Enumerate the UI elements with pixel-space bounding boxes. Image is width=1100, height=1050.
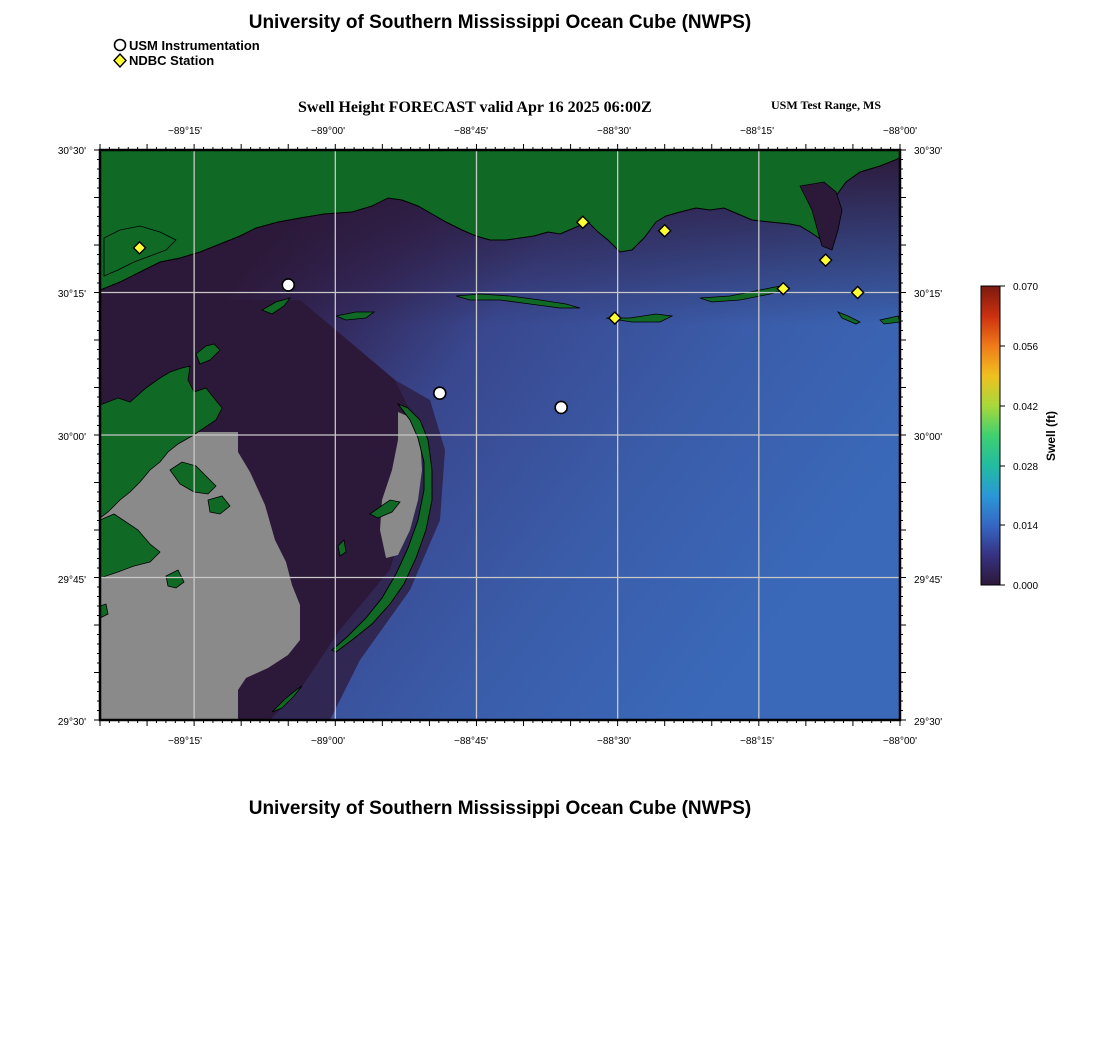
colorbar-tick-label: 0.028 <box>1013 462 1039 473</box>
legend-label-ndbc: NDBC Station <box>129 53 215 68</box>
lon-label: −88°00' <box>883 126 917 137</box>
lon-labels-top <box>168 126 917 137</box>
region-label: USM Test Range, MS <box>771 98 882 112</box>
lat-label: 29°45' <box>57 575 86 586</box>
legend-label-usm: USM Instrumentation <box>129 38 260 53</box>
colorbar-tick-label: 0.070 <box>1013 282 1039 293</box>
lon-label: −88°45' <box>454 126 488 137</box>
page-title: University of Southern Mississippi Ocean Cube (NWPS) <box>248 12 752 33</box>
lon-label: −89°15' <box>168 126 202 137</box>
colorbar-tick-label: 0.014 <box>1013 521 1039 532</box>
lon-label: −88°00' <box>883 736 917 747</box>
lon-label: −88°30' <box>597 736 631 747</box>
colorbar-title: Swell (ft) <box>1044 411 1058 461</box>
lat-label: 29°45' <box>914 575 943 586</box>
lat-label: 30°15' <box>57 289 86 300</box>
usm-instrument-marker[interactable] <box>282 279 294 291</box>
lat-label: 30°15' <box>914 289 943 300</box>
colorbar-tick-label: 0.056 <box>1013 342 1039 353</box>
lon-labels-bottom <box>168 736 917 747</box>
usm-instrument-marker[interactable] <box>555 401 567 413</box>
page-title-bottom: University of Southern Mississippi Ocean Cube (NWPS) <box>248 798 752 819</box>
lat-label: 29°30' <box>914 717 943 728</box>
lat-label: 29°30' <box>57 717 86 728</box>
map-title: Swell Height FORECAST valid Apr 16 2025 06:00Z <box>298 99 652 116</box>
lat-labels-right <box>914 146 942 728</box>
lat-label: 30°30' <box>57 146 86 157</box>
lon-label: −89°00' <box>311 736 345 747</box>
lon-label: −88°15' <box>740 126 774 137</box>
colorbar-tick-label: 0.000 <box>1013 581 1039 592</box>
lon-label: −88°15' <box>740 736 774 747</box>
lat-label: 30°00' <box>57 432 86 443</box>
lat-label: 30°30' <box>914 146 943 157</box>
lon-label: −89°15' <box>168 736 202 747</box>
lon-label: −89°00' <box>311 126 345 137</box>
lon-label: −88°30' <box>597 126 631 137</box>
usm-instrument-marker[interactable] <box>434 387 446 399</box>
lat-labels-left <box>58 146 86 728</box>
lat-label: 30°00' <box>914 432 943 443</box>
lon-label: −88°45' <box>454 736 488 747</box>
colorbar-tick-label: 0.042 <box>1013 402 1039 413</box>
